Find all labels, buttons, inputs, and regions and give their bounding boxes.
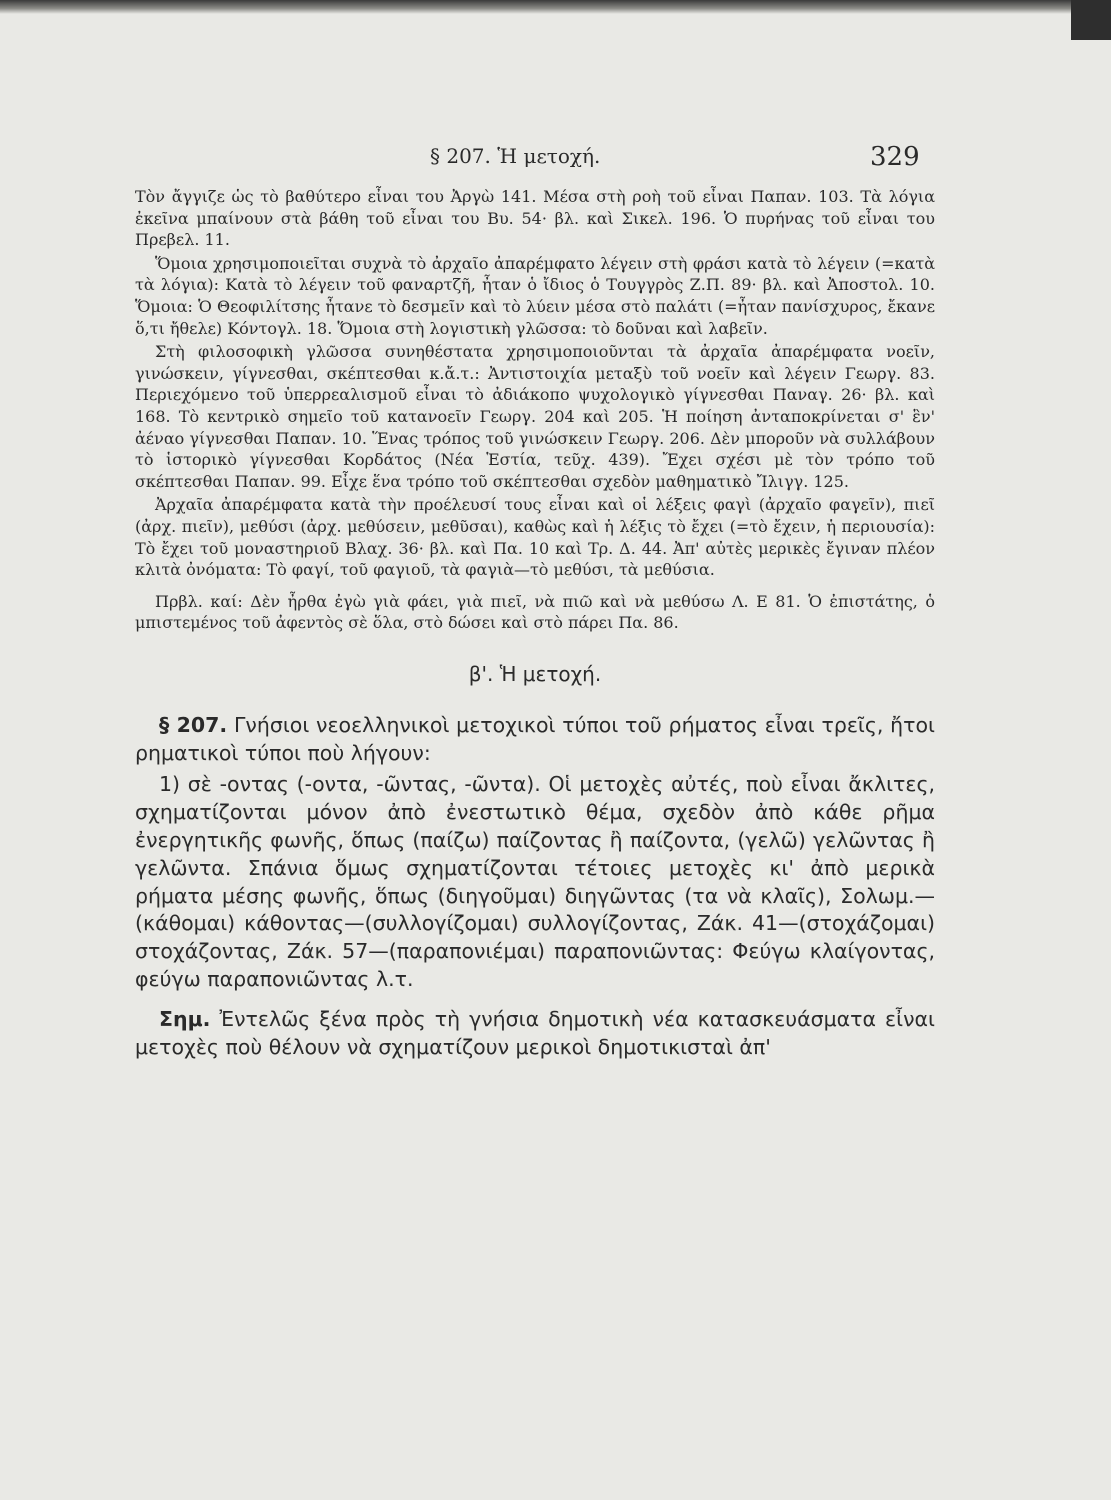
note-label: Σημ. — [159, 1006, 211, 1031]
note-text: Ἐντελῶς ξένα πρὸς τὴ γνήσια δημοτικὴ νέα κατασκευάσματα εἶναι μετοχὲς ποὺ θέλουν νὰ σχηματίζουν μερικοὶ δημοτικισταὶ ἀπ' — [135, 1006, 935, 1059]
note-paragraph — [135, 1006, 935, 1062]
page-number: 329 — [870, 142, 920, 172]
item-1-paragraph: 1) σὲ -οντας (-οντα, -ῶντας, -ῶντα). Οἱ μετοχὲς αὐτές, ποὺ εἶναι ἄκλιτες, σχηματίζονται μόνον ἀπὸ ἐνεστωτικὸ θέμα, σχεδὸν ἀπὸ κάθε ρῆμα ἐνεργητικῆς φωνῆς, ὅπως (παίζω) παίζοντας ἢ παίζοντα, (γελῶ) γελῶντας ἢ γελῶντα. Σπάνια ὅμως σχηματίζονται τέτοιες μετοχὲς κι' ἀπὸ μερικὰ ρήματα μέσης φωνῆς, ὅπως (διηγοῦμαι) διηγῶντας (τα νὰ κλαῖς), Σολωμ.—(κάθομαι) κάθοντας—(συλλογίζομαι) συλλογίζοντας, Ζάκ. 41—(στοχάζομαι) στοχάζοντας, Ζάκ. 57—(παραπονιέμαι) παραπονιῶντας: Φεύγω κλαίγοντας, φεύγω παραπονιῶντας λ.τ. — [135, 772, 935, 992]
running-title: § 207. Ἡ μετοχή. — [430, 144, 601, 168]
paragraph-examples-einai: Τὸν ἄγγιζε ὡς τὸ βαθύτερο εἶναι του Ἀργὼ 141. Μέσα στὴ ροὴ τοῦ εἶναι Παπαν. 103. Τὰ λόγια ἐκεῖνα μπαίνουν στὰ βάθη τοῦ εἶναι του Βυ. 54· βλ. καὶ Σικελ. 196. Ὁ πυρήνας τοῦ εἶναι του Πρεβελ. 11. — [135, 187, 935, 250]
section-heading: β'. Ἡ μετοχή. — [468, 661, 602, 686]
scan-top-edge — [0, 0, 1111, 14]
section-number: § 207. — [159, 712, 228, 737]
scan-corner-shadow — [1071, 0, 1111, 40]
paragraph-ancient-infinitives: Ἀρχαῖα ἀπαρέμφατα κατὰ τὴν προέλευσί τους εἶναι καὶ οἱ λέξεις φαγὶ (ἀρχαῖο φαγεῖν), πιεῖ (ἀρχ. πιεῖν), μεθύσι (ἀρχ. μεθύσειν, μεθῦσαι), καθὼς καὶ ἡ λέξις τὸ ἔχει (=τὸ ἔχειν, ἡ περιουσία): Τὸ ἔχει τοῦ μοναστηριοῦ Βλαχ. 36· βλ. καὶ Πα. 10 καὶ Τρ. Δ. 44. Ἀπ' αὐτὲς μερικὲς ἔγιναν πλέον κλιτὰ ὀνόματα: Τὸ φαγί, τοῦ φαγιοῦ, τὰ φαγιὰ—τὸ μεθύσι, τὰ μεθύσια. — [135, 495, 935, 580]
running-header — [0, 144, 1111, 178]
section-intro-paragraph — [135, 712, 935, 768]
paragraph-philosophical: Στὴ φιλοσοφικὴ γλῶσσα συνηθέστατα χρησιμοποιοῦνται τὰ ἀρχαῖα ἀπαρέμφατα νοεῖν, γινώσκειν, γίγνεσθαι, σκέπτεσθαι κ.ἄ.τ.: Ἀντιστοιχία μεταξὺ τοῦ νοεῖν καὶ λέγειν Γεωργ. 83. Περιεχόμενο τοῦ ὑπερρεαλισμοῦ εἶναι τὸ ἀδιάκοπο ψυχολογικὸ γίγνεσθαι Παναγ. 26· βλ. καὶ 168. Τὸ κεντρικὸ σημεῖο τοῦ κατανοεῖν Γεωργ. 204 καὶ 205. Ἡ ποίηση ἀνταποκρίνεται σ' ἓν' ἀέναο γίγνεσθαι Παπαν. 10. Ἕνας τρόπος τοῦ γινώσκειν Γεωργ. 206. Δὲν μποροῦν νὰ συλλάβουν τὸ ἱστορικὸ γίγνεσθαι Κορδάτος (Νέα Ἑστία, τεῦχ. 439). Ἔχει σχέσι μὲ τὸν τρόπο τοῦ σκέπτεσθαι Παπαν. 99. Εἶχε ἕνα τρόπο τοῦ σκέπτεσθαι σχεδὸν μαθηματικὸ Ἴλιγγ. 125. — [135, 342, 935, 491]
paragraph-legein: Ὅμοια χρησιμοποιεῖται συχνὰ τὸ ἀρχαῖο ἀπαρέμφατο λέγειν στὴ φράσι κατὰ τὸ λέγειν (=κατὰ τὰ λόγια): Κατὰ τὸ λέγειν τοῦ φαναρτζῆ, ἦταν ὁ ἴδιος ὁ Τουγγρὸς Ζ.Π. 89· βλ. καὶ Ἀποστολ. 10. Ὅμοια: Ὁ Θεοφιλίτσης ἦτανε τὸ δεσμεῖν καὶ τὸ λύειν μέσα στὸ παλάτι (=ἦταν πανίσχυρος, ἔκανε ὅ,τι ἤθελε) Κόντογλ. 18. Ὅμοια στὴ λογιστικὴ γλῶσσα: τὸ δοῦναι καὶ λαβεῖν. — [135, 253, 935, 338]
section-intro-text: Γνήσιοι νεοελληνικοὶ μετοχικοὶ τύποι τοῦ ρήματος εἶναι τρεῖς, ἤτοι ρηματικοὶ τύποι ποὺ λήγουν: — [135, 712, 935, 765]
page-body — [135, 186, 935, 1061]
paragraph-compare: Πρβλ. καί: Δὲν ἦρθα ἐγὼ γιὰ φάει, γιὰ πιεῖ, νὰ πιῶ καὶ νὰ μεθύσω Λ. Ε 81. Ὁ ἐπιστάτης, ὁ μπιστεμένος τοῦ ἀφεντὸς σὲ ὅλα, στὸ δώσει καὶ στὸ πάρει Πα. 86. — [135, 591, 935, 633]
